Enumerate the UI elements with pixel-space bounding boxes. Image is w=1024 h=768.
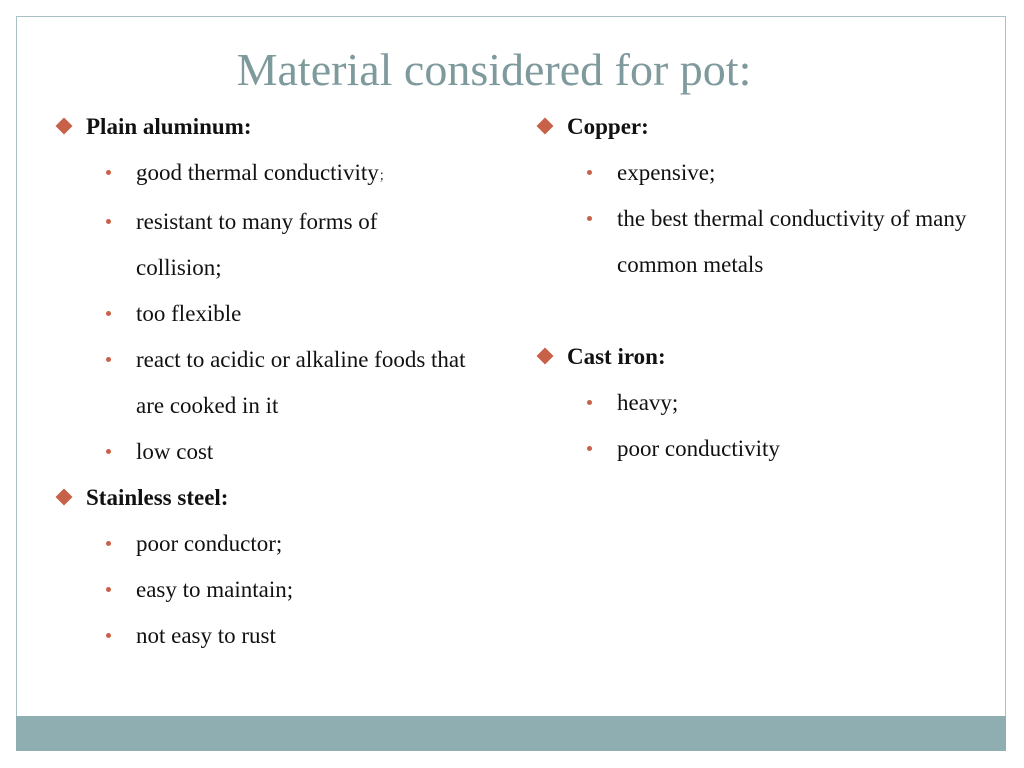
list-item-text: low cost bbox=[136, 439, 214, 464]
list-item bbox=[537, 196, 987, 288]
diamond-bullet-icon bbox=[56, 489, 73, 506]
list-item-text: not easy to rust bbox=[136, 623, 276, 648]
list-item bbox=[537, 150, 987, 196]
section-heading-label: Copper: bbox=[567, 114, 649, 139]
dot-bullet-icon bbox=[587, 216, 592, 221]
footer-bar bbox=[16, 716, 1006, 751]
list-item-suffix: ； bbox=[378, 168, 392, 183]
list-item bbox=[56, 567, 506, 613]
dot-bullet-icon bbox=[106, 633, 111, 638]
dot-bullet-icon bbox=[106, 311, 111, 316]
right-column bbox=[537, 104, 987, 472]
dot-bullet-icon bbox=[587, 446, 592, 451]
section-heading-label: Cast iron: bbox=[567, 344, 666, 369]
list-item-text: easy to maintain; bbox=[136, 577, 294, 602]
list-item bbox=[56, 337, 506, 429]
section-heading-label: Plain aluminum: bbox=[86, 114, 252, 139]
diamond-bullet-icon bbox=[537, 348, 554, 365]
section-heading-stainless-steel bbox=[56, 475, 506, 521]
dot-bullet-icon bbox=[106, 357, 111, 362]
section-heading-copper bbox=[537, 104, 987, 150]
list-item bbox=[56, 150, 506, 199]
list-item-text: expensive; bbox=[617, 160, 716, 185]
dot-bullet-icon bbox=[106, 449, 111, 454]
list-item-text: resistant to many forms of collision; bbox=[136, 209, 378, 280]
list-item-text: heavy; bbox=[617, 390, 679, 415]
dot-bullet-icon bbox=[106, 541, 111, 546]
list-item bbox=[537, 380, 987, 426]
list-item-text: poor conductivity bbox=[617, 436, 780, 461]
list-item bbox=[56, 521, 506, 567]
list-item bbox=[56, 429, 506, 475]
dot-bullet-icon bbox=[587, 400, 592, 405]
section-heading-cast-iron bbox=[537, 334, 987, 380]
section-heading-label: Stainless steel: bbox=[86, 485, 229, 510]
diamond-bullet-icon bbox=[537, 118, 554, 135]
dot-bullet-icon bbox=[106, 170, 111, 175]
list-item-text: too flexible bbox=[136, 301, 242, 326]
dot-bullet-icon bbox=[106, 219, 111, 224]
list-item bbox=[56, 291, 506, 337]
list-item bbox=[56, 199, 506, 291]
dot-bullet-icon bbox=[106, 587, 111, 592]
list-item bbox=[537, 426, 987, 472]
list-item-text: react to acidic or alkaline foods that are cooked in it bbox=[136, 347, 466, 418]
list-item-text: the best thermal conductivity of many common metals bbox=[617, 206, 967, 277]
section-spacer bbox=[537, 288, 987, 334]
list-item bbox=[56, 613, 506, 659]
slide-title: Material considered for pot: bbox=[236, 44, 752, 95]
list-item-text: poor conductor; bbox=[136, 531, 283, 556]
diamond-bullet-icon bbox=[56, 118, 73, 135]
left-column bbox=[56, 104, 506, 659]
dot-bullet-icon bbox=[587, 170, 592, 175]
section-heading-plain-aluminum bbox=[56, 104, 506, 150]
list-item-text: good thermal conductivity bbox=[136, 160, 379, 185]
